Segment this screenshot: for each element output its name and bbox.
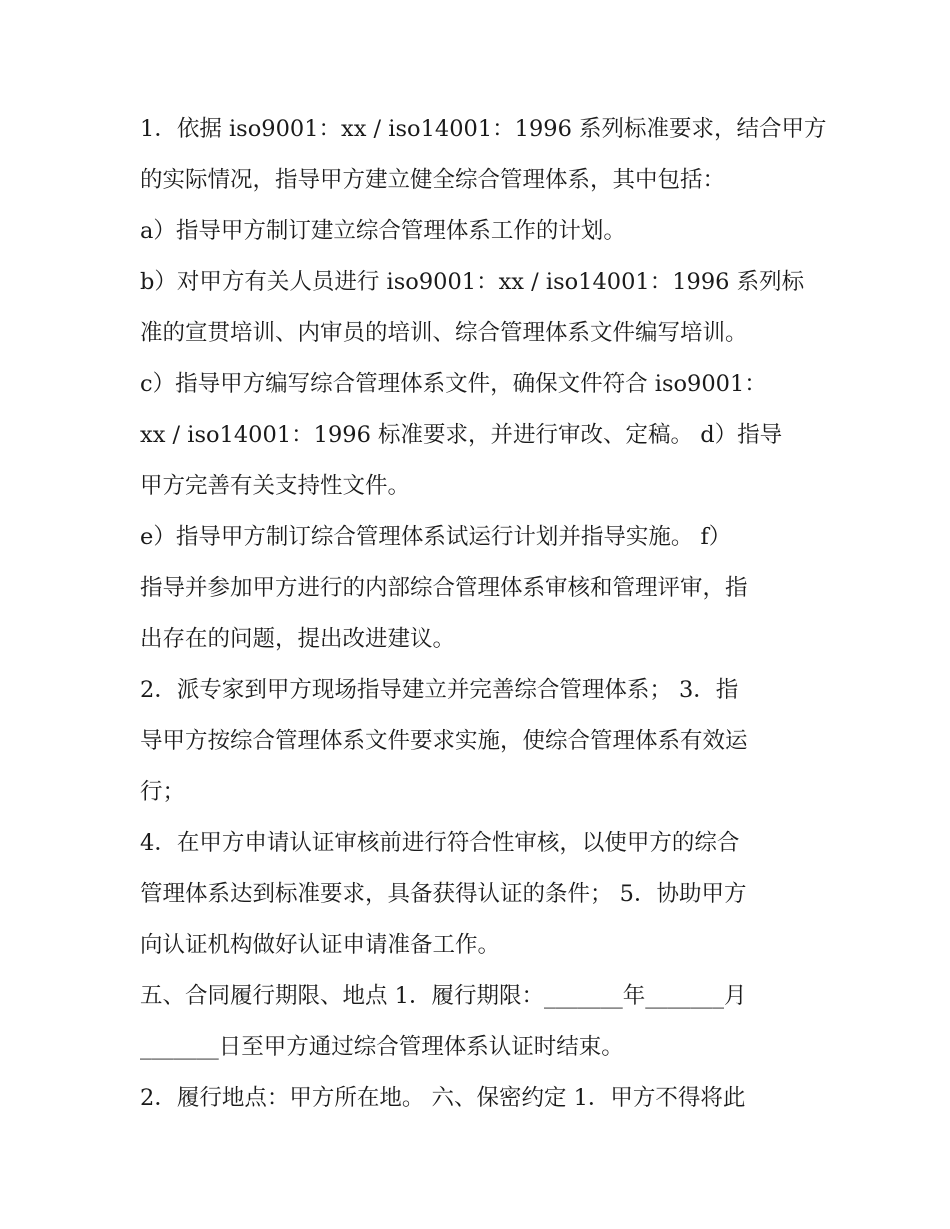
text-line: _______日至甲方通过综合管理体系认证时结束。 <box>140 1034 624 1060</box>
text-line: 出存在的问题，提出改进建议。 <box>140 626 456 652</box>
text-line: 的实际情况，指导甲方建立健全综合管理体系，其中包括： <box>140 167 726 193</box>
text-line: 2．派专家到甲方现场指导建立并完善综合管理体系； 3．指 <box>140 677 739 703</box>
text-line: 2．履行地点：甲方所在地。 六、保密约定 1．甲方不得将此 <box>140 1085 746 1111</box>
text-line: xx / iso14001：1996 标准要求，并进行审改、定稿。 d）指导 <box>140 422 783 448</box>
text-line: 管理体系达到标准要求，具备获得认证的条件； 5．协助甲方 <box>140 881 747 907</box>
text-line: b）对甲方有关人员进行 iso9001：xx / iso14001：1996 系列标 <box>140 269 805 295</box>
text-line: 向认证机构做好认证申请准备工作。 <box>140 932 501 958</box>
text-line: 五、合同履行期限、地点 1．履行期限：_______年_______月 <box>140 983 747 1009</box>
text-line: e）指导甲方制订综合管理体系试运行计划并指导实施。 f） <box>140 524 732 550</box>
text-line: c）指导甲方编写综合管理体系文件，确保文件符合 iso9001： <box>140 371 767 397</box>
text-line: 1．依据 iso9001：xx / iso14001：1996 系列标准要求，结合甲方 <box>140 116 827 142</box>
text-line: 行； <box>140 779 186 805</box>
text-line: 4．在甲方申请认证审核前进行符合性审核，以使甲方的综合 <box>140 830 740 856</box>
text-line: a）指导甲方制订建立综合管理体系工作的计划。 <box>140 218 626 244</box>
text-line: 准的宣贯培训、内审员的培训、综合管理体系文件编写培训。 <box>140 320 748 346</box>
text-line: 导甲方按综合管理体系文件要求实施，使综合管理体系有效运 <box>140 728 748 754</box>
text-line: 甲方完善有关支持性文件。 <box>140 473 411 499</box>
text-line: 指导并参加甲方进行的内部综合管理体系审核和管理评审，指 <box>140 575 748 601</box>
document-body <box>140 104 827 1124</box>
